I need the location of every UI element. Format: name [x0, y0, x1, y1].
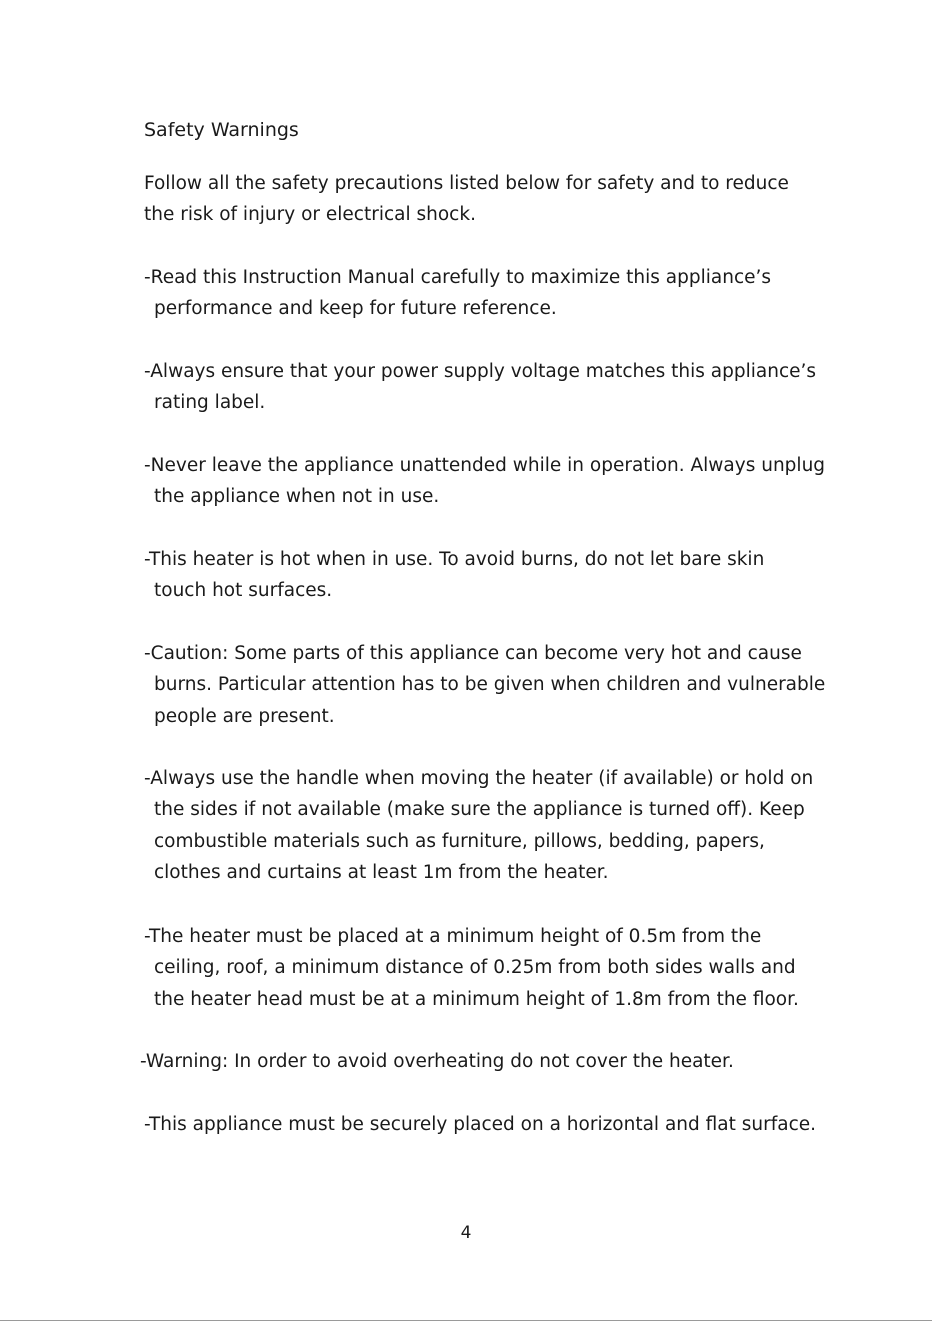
warning-line: the sides if not available (make sure the appliance is turned off). Keep: [154, 799, 805, 821]
warning-line: -Read this Instruction Manual carefully to maximize this appliance’s: [144, 267, 772, 288]
warning-line: people are present.: [154, 705, 335, 727]
warning-item: [144, 763, 813, 888]
warning-line: -This appliance must be securely placed on a horizontal and flat surface.: [144, 1114, 817, 1135]
warning-item: [144, 262, 771, 325]
warning-item: [144, 356, 816, 419]
intro-paragraph: [144, 168, 789, 230]
warning-line: -Never leave the appliance unattended while in operation. Always unplug: [144, 455, 826, 476]
warning-line: combustible materials such as furniture, pillows, bedding, papers,: [154, 830, 765, 852]
warning-item: [144, 921, 799, 1015]
warning-line: rating label.: [154, 392, 266, 414]
warning-line: -The heater must be placed at a minimum height of 0.5m from the: [144, 926, 762, 947]
warning-item: [144, 544, 764, 607]
warning-line: burns. Particular attention has to be given when children and vulnerable: [154, 674, 826, 696]
warning-line: -Caution: Some parts of this appliance can become very hot and cause: [144, 643, 802, 664]
intro-line: Follow all the safety precautions listed below for safety and to reduce: [144, 173, 789, 194]
warning-line: ceiling, roof, a minimum distance of 0.25m from both sides walls and: [154, 957, 796, 979]
warning-line: the heater head must be at a minimum height of 1.8m from the floor.: [154, 988, 799, 1010]
warning-item: [144, 638, 825, 732]
warning-item: [144, 1109, 816, 1140]
page-number: 4: [460, 1223, 472, 1243]
warning-line: -Warning: In order to avoid overheating do not cover the heater.: [140, 1051, 734, 1072]
warning-line: performance and keep for future reference.: [154, 298, 557, 320]
page-bottom-rule: [0, 1320, 932, 1321]
warning-line: the appliance when not in use.: [154, 486, 440, 508]
warning-line: -Always use the handle when moving the heater (if available) or hold on: [144, 768, 814, 789]
warning-line: clothes and curtains at least 1m from the heater.: [154, 861, 609, 883]
warning-line: -This heater is hot when in use. To avoid burns, do not let bare skin: [144, 549, 765, 570]
section-heading: Safety Warnings: [144, 119, 299, 141]
warning-line: -Always ensure that your power supply voltage matches this appliance’s: [144, 361, 817, 382]
warning-item: [140, 1046, 734, 1077]
warning-line: touch hot surfaces.: [154, 580, 333, 602]
warning-item: [144, 450, 825, 513]
intro-line: the risk of injury or electrical shock.: [144, 204, 476, 225]
